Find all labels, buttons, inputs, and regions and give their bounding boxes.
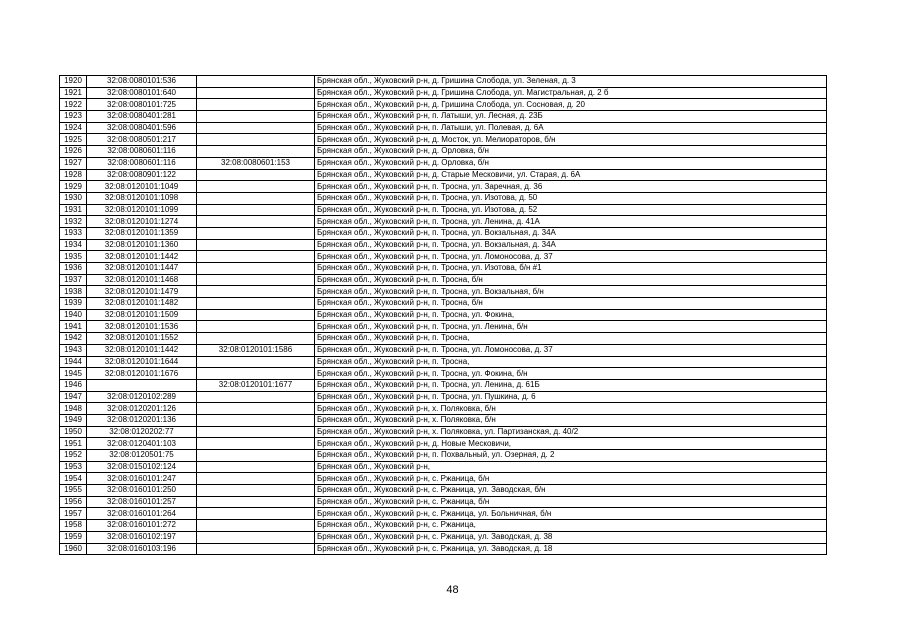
- secondary-cadastral-number-cell: [197, 426, 315, 438]
- table-row: [60, 508, 827, 520]
- cadastral-number-cell: 32:08:0120101:1098: [87, 192, 197, 204]
- table-row: [60, 239, 827, 251]
- cadastral-number-cell: 32:08:0080601:116: [87, 157, 197, 169]
- table-row: [60, 368, 827, 380]
- row-number-cell: 1936: [60, 263, 87, 275]
- cadastral-number-cell: 32:08:0160102:197: [87, 531, 197, 543]
- row-number-cell: 1959: [60, 531, 87, 543]
- row-number-cell: 1945: [60, 368, 87, 380]
- secondary-cadastral-number-cell: [197, 414, 315, 426]
- address-cell: Брянская обл., Жуковский р-н, х. Поляковка, ул. Партизанская, д. 40/2: [315, 426, 827, 438]
- table-row: [60, 122, 827, 134]
- table-row: [60, 204, 827, 216]
- address-cell: Брянская обл., Жуковский р-н, п. Тросна, ул. Ломоносова, д. 37: [315, 251, 827, 263]
- secondary-cadastral-number-cell: [197, 169, 315, 181]
- address-cell: Брянская обл., Жуковский р-н, д. Гришина Слобода, ул. Магистральная, д. 2 б: [315, 87, 827, 99]
- row-number-cell: 1953: [60, 461, 87, 473]
- table-row: [60, 274, 827, 286]
- table-row: [60, 227, 827, 239]
- cadastral-number-cell: 32:08:0080101:640: [87, 87, 197, 99]
- row-number-cell: 1923: [60, 111, 87, 123]
- table-row: [60, 76, 827, 88]
- address-cell: Брянская обл., Жуковский р-н, п. Тросна, ул. Ленина, б/н: [315, 321, 827, 333]
- cadastral-number-cell: 32:08:0120501:75: [87, 450, 197, 462]
- table-row: [60, 216, 827, 228]
- address-cell: Брянская обл., Жуковский р-н, с. Ржаница, б/н: [315, 496, 827, 508]
- secondary-cadastral-number-cell: [197, 111, 315, 123]
- secondary-cadastral-number-cell: [197, 216, 315, 228]
- row-number-cell: 1921: [60, 87, 87, 99]
- address-cell: Брянская обл., Жуковский р-н, п. Тросна, ул. Изотова, б/н #1: [315, 263, 827, 275]
- secondary-cadastral-number-cell: [197, 274, 315, 286]
- address-cell: Брянская обл., Жуковский р-н, п. Тросна,: [315, 356, 827, 368]
- table-row: [60, 333, 827, 345]
- secondary-cadastral-number-cell: [197, 309, 315, 321]
- address-cell: Брянская обл., Жуковский р-н, п. Латыши, ул. Полевая, д. 6А: [315, 122, 827, 134]
- row-number-cell: 1935: [60, 251, 87, 263]
- cadastral-number-cell: 32:08:0120101:1509: [87, 309, 197, 321]
- table-row: [60, 344, 827, 356]
- cadastral-number-cell: 32:08:0120101:1442: [87, 251, 197, 263]
- table-row: [60, 251, 827, 263]
- address-cell: Брянская обл., Жуковский р-н, д. Орловка, б/н: [315, 157, 827, 169]
- row-number-cell: 1929: [60, 181, 87, 193]
- secondary-cadastral-number-cell: [197, 192, 315, 204]
- address-cell: Брянская обл., Жуковский р-н, с. Ржаница, ул. Больничная, б/н: [315, 508, 827, 520]
- address-cell: Брянская обл., Жуковский р-н, х. Поляковка, б/н: [315, 403, 827, 415]
- table-row: [60, 403, 827, 415]
- cadastral-number-cell: 32:08:0160101:247: [87, 473, 197, 485]
- secondary-cadastral-number-cell: [197, 251, 315, 263]
- address-cell: Брянская обл., Жуковский р-н, п. Тросна, ул. Вокзальная, д. 34А: [315, 227, 827, 239]
- row-number-cell: 1938: [60, 286, 87, 298]
- cadastral-number-cell: 32:08:0120101:1099: [87, 204, 197, 216]
- secondary-cadastral-number-cell: [197, 239, 315, 251]
- cadastral-number-cell: 32:08:0120101:1049: [87, 181, 197, 193]
- cadastral-number-cell: 32:08:0080401:281: [87, 111, 197, 123]
- cadastral-number-cell: 32:08:0120401:103: [87, 438, 197, 450]
- cadastral-number-cell: 32:08:0120201:136: [87, 414, 197, 426]
- cadastral-number-cell: 32:08:0160101:264: [87, 508, 197, 520]
- secondary-cadastral-number-cell: [197, 391, 315, 403]
- cadastral-number-cell: 32:08:0120101:1359: [87, 227, 197, 239]
- table-row: [60, 391, 827, 403]
- secondary-cadastral-number-cell: [197, 134, 315, 146]
- address-cell: Брянская обл., Жуковский р-н, с. Ржаница, ул. Заводская, б/н: [315, 485, 827, 497]
- row-number-cell: 1955: [60, 485, 87, 497]
- address-cell: Брянская обл., Жуковский р-н, д. Старые Месковичи, ул. Старая, д. 6А: [315, 169, 827, 181]
- cadastral-number-cell: 32:08:0120101:1644: [87, 356, 197, 368]
- cadastral-number-cell: 32:08:0080101:725: [87, 99, 197, 111]
- row-number-cell: 1922: [60, 99, 87, 111]
- table-row: [60, 111, 827, 123]
- address-cell: Брянская обл., Жуковский р-н, п. Тросна, ул. Вокзальная, б/н: [315, 286, 827, 298]
- row-number-cell: 1960: [60, 543, 87, 555]
- cadastral-number-cell: 32:08:0150102:124: [87, 461, 197, 473]
- cadastral-number-cell: 32:08:0160101:257: [87, 496, 197, 508]
- row-number-cell: 1958: [60, 520, 87, 532]
- secondary-cadastral-number-cell: [197, 204, 315, 216]
- secondary-cadastral-number-cell: [197, 286, 315, 298]
- address-cell: Брянская обл., Жуковский р-н, х. Поляковка, б/н: [315, 414, 827, 426]
- address-cell: Брянская обл., Жуковский р-н, с. Ржаница, б/н: [315, 473, 827, 485]
- row-number-cell: 1944: [60, 356, 87, 368]
- secondary-cadastral-number-cell: [197, 227, 315, 239]
- address-cell: Брянская обл., Жуковский р-н, п. Тросна, ул. Ленина, д. 61Б: [315, 379, 827, 391]
- secondary-cadastral-number-cell: [197, 508, 315, 520]
- table-row: [60, 450, 827, 462]
- row-number-cell: 1940: [60, 309, 87, 321]
- table-row: [60, 134, 827, 146]
- row-number-cell: 1939: [60, 298, 87, 310]
- address-cell: Брянская обл., Жуковский р-н, д. Новые Месковичи,: [315, 438, 827, 450]
- secondary-cadastral-number-cell: [197, 485, 315, 497]
- cadastral-number-cell: 32:08:0120101:1536: [87, 321, 197, 333]
- row-number-cell: 1954: [60, 473, 87, 485]
- address-cell: Брянская обл., Жуковский р-н, п. Тросна, ул. Заречная, д. 36: [315, 181, 827, 193]
- table-row: [60, 87, 827, 99]
- row-number-cell: 1957: [60, 508, 87, 520]
- address-cell: Брянская обл., Жуковский р-н, п. Тросна, ул. Вокзальная, д. 34А: [315, 239, 827, 251]
- table-row: [60, 414, 827, 426]
- address-cell: Брянская обл., Жуковский р-н, п. Латыши, ул. Лесная, д. 23Б: [315, 111, 827, 123]
- row-number-cell: 1924: [60, 122, 87, 134]
- secondary-cadastral-number-cell: [197, 333, 315, 345]
- address-cell: Брянская обл., Жуковский р-н, п. Тросна, ул. Пушкина, д. 6: [315, 391, 827, 403]
- address-cell: Брянская обл., Жуковский р-н, д. Гришина Слобода, ул. Сосновая, д. 20: [315, 99, 827, 111]
- cadastral-number-cell: 32:08:0120101:1360: [87, 239, 197, 251]
- row-number-cell: 1932: [60, 216, 87, 228]
- secondary-cadastral-number-cell: [197, 438, 315, 450]
- address-cell: Брянская обл., Жуковский р-н, п. Тросна, ул. Ломоносова, д. 37: [315, 344, 827, 356]
- table-row: [60, 99, 827, 111]
- cadastral-number-cell: 32:08:0120101:1552: [87, 333, 197, 345]
- cadastral-number-cell: 32:08:0080101:536: [87, 76, 197, 88]
- secondary-cadastral-number-cell: [197, 473, 315, 485]
- table-row: [60, 485, 827, 497]
- table-row: [60, 438, 827, 450]
- secondary-cadastral-number-cell: [197, 403, 315, 415]
- cadastral-number-cell: 32:08:0080601:116: [87, 146, 197, 158]
- table-row: [60, 496, 827, 508]
- cadastral-number-cell: [87, 379, 197, 391]
- secondary-cadastral-number-cell: [197, 520, 315, 532]
- table-row: [60, 321, 827, 333]
- cadastral-number-cell: 32:08:0120101:1676: [87, 368, 197, 380]
- row-number-cell: 1930: [60, 192, 87, 204]
- row-number-cell: 1949: [60, 414, 87, 426]
- secondary-cadastral-number-cell: [197, 263, 315, 275]
- secondary-cadastral-number-cell: [197, 496, 315, 508]
- table-row: [60, 263, 827, 275]
- secondary-cadastral-number-cell: [197, 298, 315, 310]
- page-number: 48: [446, 584, 459, 596]
- row-number-cell: 1942: [60, 333, 87, 345]
- row-number-cell: 1952: [60, 450, 87, 462]
- table-row: [60, 309, 827, 321]
- cadastral-number-cell: 32:08:0160103:196: [87, 543, 197, 555]
- cadastral-number-cell: 32:08:0080401:596: [87, 122, 197, 134]
- row-number-cell: 1950: [60, 426, 87, 438]
- cadastral-number-cell: 32:08:0120101:1482: [87, 298, 197, 310]
- row-number-cell: 1934: [60, 239, 87, 251]
- address-cell: Брянская обл., Жуковский р-н,: [315, 461, 827, 473]
- cadastral-number-cell: 32:08:0120101:1447: [87, 263, 197, 275]
- row-number-cell: 1943: [60, 344, 87, 356]
- cadastral-number-cell: 32:08:0080501:217: [87, 134, 197, 146]
- cadastral-number-cell: 32:08:0160101:250: [87, 485, 197, 497]
- row-number-cell: 1947: [60, 391, 87, 403]
- row-number-cell: 1925: [60, 134, 87, 146]
- address-cell: Брянская обл., Жуковский р-н, п. Тросна, ул. Изотова, д. 52: [315, 204, 827, 216]
- registry-table: [59, 75, 827, 555]
- secondary-cadastral-number-cell: [197, 368, 315, 380]
- table-row: [60, 520, 827, 532]
- row-number-cell: 1931: [60, 204, 87, 216]
- address-cell: Брянская обл., Жуковский р-н, п. Тросна, б/н: [315, 298, 827, 310]
- row-number-cell: 1927: [60, 157, 87, 169]
- row-number-cell: 1946: [60, 379, 87, 391]
- table-row: [60, 543, 827, 555]
- row-number-cell: 1926: [60, 146, 87, 158]
- table-row: [60, 379, 827, 391]
- table-row: [60, 426, 827, 438]
- row-number-cell: 1920: [60, 76, 87, 88]
- cadastral-number-cell: 32:08:0080901:122: [87, 169, 197, 181]
- address-cell: Брянская обл., Жуковский р-н, п. Тросна, ул. Изотова, д. 50: [315, 192, 827, 204]
- secondary-cadastral-number-cell: [197, 461, 315, 473]
- table-row: [60, 461, 827, 473]
- secondary-cadastral-number-cell: [197, 146, 315, 158]
- row-number-cell: 1933: [60, 227, 87, 239]
- cadastral-number-cell: 32:08:0160101:272: [87, 520, 197, 532]
- row-number-cell: 1948: [60, 403, 87, 415]
- address-cell: Брянская обл., Жуковский р-н, п. Тросна, ул. Ленина, д. 41А: [315, 216, 827, 228]
- table-row: [60, 286, 827, 298]
- table-row: [60, 473, 827, 485]
- address-cell: Брянская обл., Жуковский р-н, д. Мосток, ул. Мелиораторов, б/н: [315, 134, 827, 146]
- row-number-cell: 1956: [60, 496, 87, 508]
- row-number-cell: 1951: [60, 438, 87, 450]
- cadastral-number-cell: 32:08:0120101:1274: [87, 216, 197, 228]
- table-row: [60, 181, 827, 193]
- row-number-cell: 1941: [60, 321, 87, 333]
- row-number-cell: 1928: [60, 169, 87, 181]
- table-row: [60, 356, 827, 368]
- secondary-cadastral-number-cell: [197, 321, 315, 333]
- cadastral-number-cell: 32:08:0120101:1479: [87, 286, 197, 298]
- address-cell: Брянская обл., Жуковский р-н, п. Тросна, ул. Фокина,: [315, 309, 827, 321]
- secondary-cadastral-number-cell: [197, 543, 315, 555]
- address-cell: Брянская обл., Жуковский р-н, д. Орловка, б/н: [315, 146, 827, 158]
- secondary-cadastral-number-cell: [197, 99, 315, 111]
- table-row: [60, 531, 827, 543]
- table-row: [60, 192, 827, 204]
- table-row: [60, 298, 827, 310]
- table-row: [60, 169, 827, 181]
- address-cell: Брянская обл., Жуковский р-н, с. Ржаница, ул. Заводская, д. 18: [315, 543, 827, 555]
- secondary-cadastral-number-cell: [197, 356, 315, 368]
- registry-table-body: [60, 76, 827, 555]
- cadastral-number-cell: 32:08:0120102:289: [87, 391, 197, 403]
- address-cell: Брянская обл., Жуковский р-н, п. Тросна, б/н: [315, 274, 827, 286]
- secondary-cadastral-number-cell: [197, 531, 315, 543]
- secondary-cadastral-number-cell: [197, 450, 315, 462]
- cadastral-number-cell: 32:08:0120202:77: [87, 426, 197, 438]
- address-cell: Брянская обл., Жуковский р-н, д. Гришина Слобода, ул. Зеленая, д. 3: [315, 76, 827, 88]
- address-cell: Брянская обл., Жуковский р-н, с. Ржаница, ул. Заводская, д. 38: [315, 531, 827, 543]
- table-row: [60, 157, 827, 169]
- address-cell: Брянская обл., Жуковский р-н, п. Похвальный, ул. Озерная, д. 2: [315, 450, 827, 462]
- cadastral-number-cell: 32:08:0120201:126: [87, 403, 197, 415]
- secondary-cadastral-number-cell: 32:08:0120101:1677: [197, 379, 315, 391]
- cadastral-number-cell: 32:08:0120101:1468: [87, 274, 197, 286]
- cadastral-number-cell: 32:08:0120101:1442: [87, 344, 197, 356]
- secondary-cadastral-number-cell: [197, 181, 315, 193]
- row-number-cell: 1937: [60, 274, 87, 286]
- table-row: [60, 146, 827, 158]
- secondary-cadastral-number-cell: 32:08:0120101:1586: [197, 344, 315, 356]
- address-cell: Брянская обл., Жуковский р-н, с. Ржаница,: [315, 520, 827, 532]
- address-cell: Брянская обл., Жуковский р-н, п. Тросна, ул. Фокина, б/н: [315, 368, 827, 380]
- address-cell: Брянская обл., Жуковский р-н, п. Тросна,: [315, 333, 827, 345]
- secondary-cadastral-number-cell: [197, 122, 315, 134]
- secondary-cadastral-number-cell: [197, 76, 315, 88]
- secondary-cadastral-number-cell: 32:08:0080601:153: [197, 157, 315, 169]
- secondary-cadastral-number-cell: [197, 87, 315, 99]
